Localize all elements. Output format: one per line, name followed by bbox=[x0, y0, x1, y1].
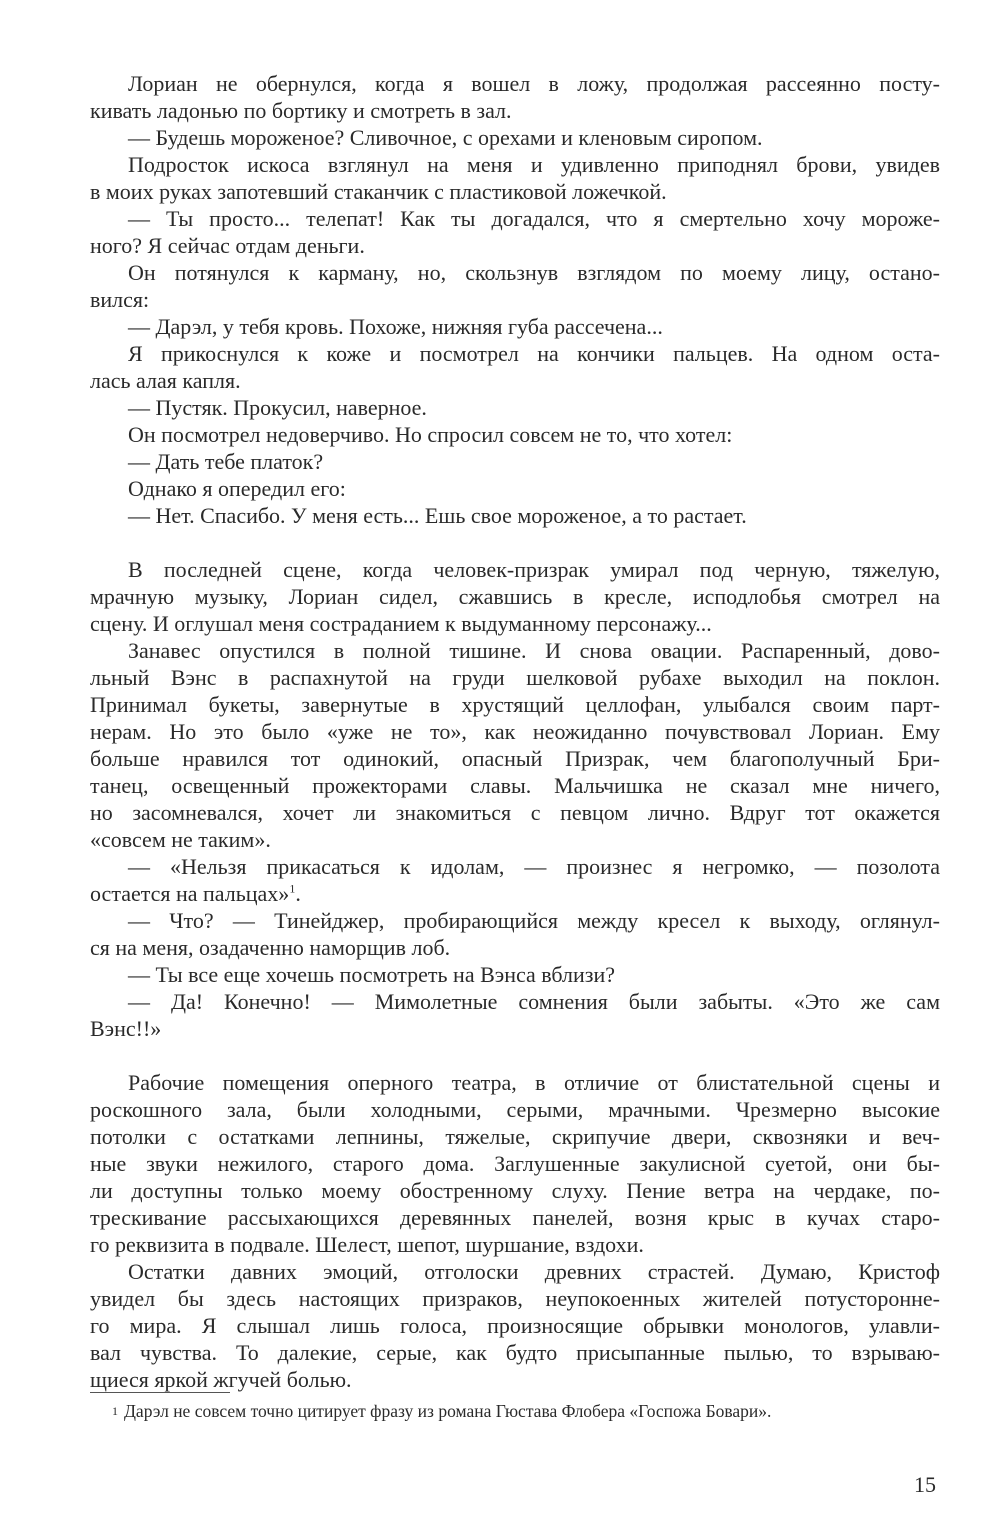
line-text: увидел бы здесь настоящих призраков, неупокоенных жителей потустороннe- bbox=[90, 1286, 940, 1311]
line-text: вился: bbox=[90, 287, 150, 312]
text-line bbox=[90, 691, 940, 718]
text-line bbox=[90, 1231, 940, 1258]
line-text: больше нравился тот одинокий, опасный Призрак, чем благополучный Бри- bbox=[90, 746, 940, 771]
line-text: трескивание рассыхающихся деревянных панелей, возня крыс в кучах старо- bbox=[90, 1205, 940, 1230]
line-text: Вэнс!!» bbox=[90, 1016, 162, 1041]
line-text: льный Вэнс в распахнутой на груди шелковой рубахе выходил на поклон. bbox=[90, 665, 940, 690]
line-text: лась алая капля. bbox=[90, 368, 241, 393]
text-line bbox=[90, 826, 940, 853]
text-line bbox=[90, 421, 940, 448]
text-line bbox=[90, 772, 940, 799]
line-text: — Да! Конечно! — Мимолетные сомнения были забыты. «Это же сам bbox=[128, 989, 940, 1014]
text-line bbox=[90, 151, 940, 178]
text-line bbox=[90, 448, 940, 475]
text-line bbox=[90, 880, 940, 907]
page-number: 15 bbox=[914, 1472, 936, 1497]
text-line bbox=[90, 259, 940, 286]
line-text: — Дарэл, у тебя кровь. Похоже, нижняя губа рассечена... bbox=[128, 314, 663, 339]
line-text: Лориан не обернулся, когда я вошел в ложу, продолжая рассеянно посту- bbox=[128, 71, 940, 96]
text-line bbox=[90, 1312, 940, 1339]
line-text: Принимал букеты, завернутые в хрустящий целлофан, улыбался своим парт- bbox=[90, 692, 940, 717]
text-line bbox=[90, 988, 940, 1015]
text-line bbox=[90, 583, 940, 610]
line-text: — Нет. Спасибо. У меня есть... Ешь свое мороженое, а то растает. bbox=[128, 503, 747, 528]
text-line bbox=[90, 313, 940, 340]
text-line bbox=[90, 1204, 940, 1231]
line-text: — Что? — Тинейджер, пробирающийся между кресел к выходу, оглянул- bbox=[128, 908, 940, 933]
line-text: ли доступны только моему обостренному слуху. Пение ветра на чердаке, по- bbox=[90, 1178, 940, 1203]
line-text: «совсем не таким». bbox=[90, 827, 271, 852]
text-line bbox=[90, 70, 940, 97]
line-text: — Пустяк. Прокусил, наверное. bbox=[128, 395, 427, 420]
line-text: В последней сцене, когда человек-призрак умирал под черную, тяжелую, bbox=[128, 557, 940, 582]
line-text: Подросток искоса взглянул на меня и удивленно приподнял брови, увидев bbox=[128, 152, 940, 177]
section-break bbox=[90, 1042, 940, 1069]
text-line bbox=[90, 205, 940, 232]
text-line bbox=[90, 394, 940, 421]
line-text: — Ты все еще хочешь посмотреть на Вэнса вблизи? bbox=[128, 962, 616, 987]
line-text: кивать ладонью по бортику и смотреть в зал. bbox=[90, 98, 512, 123]
line-text: танец, освещенный прожекторами славы. Мальчишка не сказал мне ничего, bbox=[90, 773, 940, 798]
text-line bbox=[90, 367, 940, 394]
footnote-reference[interactable]: 1 bbox=[289, 881, 296, 896]
line-text: — Ты просто... телепат! Как ты догадался, что я смертельно хочу мороже- bbox=[128, 206, 940, 231]
line-text: — Будешь мороженое? Сливочное, с орехами и кленовым сиропом. bbox=[128, 125, 763, 150]
text-line bbox=[90, 1258, 940, 1285]
line-text: вал чувства. То далекие, серые, как будто присыпанные пылью, то взрываю- bbox=[90, 1340, 940, 1365]
footnote-mark: 1 bbox=[112, 1404, 118, 1418]
line-text: го мира. Я слышал лишь голоса, произносящие обрывки монологов, улавли- bbox=[90, 1313, 940, 1338]
line-text: Я прикоснулся к коже и посмотрел на кончики пальцев. На одном оста- bbox=[128, 341, 940, 366]
text-line bbox=[90, 502, 940, 529]
line-text: — «Нельзя прикасаться к идолам, — произнес я негромко, — позолота bbox=[128, 854, 940, 879]
text-line bbox=[90, 1096, 940, 1123]
text-line bbox=[90, 178, 940, 205]
line-text: остается на пальцах» bbox=[90, 881, 290, 906]
line-text: Остатки давних эмоций, отголоски древних страстей. Думаю, Кристоф bbox=[128, 1259, 940, 1284]
line-text: роскошного зала, были холодными, серыми, мрачными. Чрезмерно высокие bbox=[90, 1097, 940, 1122]
text-line bbox=[90, 340, 940, 367]
text-line bbox=[90, 97, 940, 124]
line-text: Он потянулся к карману, но, скользнув взглядом по моему лицу, остано- bbox=[128, 260, 940, 285]
line-text-tail: . bbox=[295, 881, 301, 906]
text-line bbox=[90, 1285, 940, 1312]
text-line bbox=[90, 1015, 940, 1042]
text-line bbox=[90, 1069, 940, 1096]
text-line bbox=[90, 1150, 940, 1177]
line-text: сцену. И оглушал меня состраданием к выдуманному персонажу... bbox=[90, 611, 712, 636]
text-line bbox=[90, 475, 940, 502]
text-line bbox=[90, 745, 940, 772]
line-text: Занавес опустился в полной тишине. И снова овации. Распаренный, дово- bbox=[128, 638, 940, 663]
text-line bbox=[90, 718, 940, 745]
line-text: Рабочие помещения оперного театра, в отличие от блистательной сцены и bbox=[128, 1070, 940, 1095]
text-line bbox=[90, 124, 940, 151]
line-text: ся на меня, озадаченно наморщив лоб. bbox=[90, 935, 451, 960]
section-break bbox=[90, 529, 940, 556]
text-line bbox=[90, 1339, 940, 1366]
text-line bbox=[90, 907, 940, 934]
text-line bbox=[90, 664, 940, 691]
line-text: го реквизита в подвале. Шелест, шепот, шуршание, вздохи. bbox=[90, 1232, 644, 1257]
text-line bbox=[90, 853, 940, 880]
line-text: мрачную музыку, Лориан сидел, сжавшись в кресле, исподлобья смотрел на bbox=[90, 584, 940, 609]
text-line bbox=[90, 232, 940, 259]
text-line bbox=[90, 1177, 940, 1204]
line-text: нерам. Но это было «уже не то», как неожиданно почувствовал Лориан. Ему bbox=[90, 719, 940, 744]
line-text: щиеся яркой жгучей болью. bbox=[90, 1367, 352, 1392]
text-line bbox=[90, 286, 940, 313]
line-text: — Дать тебе платок? bbox=[128, 449, 324, 474]
text-line bbox=[90, 1123, 940, 1150]
line-text: в моих руках запотевший стаканчик с пластиковой ложечкой. bbox=[90, 179, 667, 204]
footnote bbox=[112, 1400, 942, 1422]
text-line bbox=[90, 637, 940, 664]
text-line bbox=[90, 961, 940, 988]
line-text: Он посмотрел недоверчиво. Но спросил совсем не то, что хотел: bbox=[128, 422, 733, 447]
text-line bbox=[90, 556, 940, 583]
text-line bbox=[90, 799, 940, 826]
footnote-text: Дарэл не совсем точно цитирует фразу из романа Гюстава Флобера «Госпожа Бовари». bbox=[124, 1401, 772, 1421]
text-line bbox=[90, 610, 940, 637]
line-text: но засомневался, хочет ли знакомиться с певцом лично. Вдруг тот окажется bbox=[90, 800, 940, 825]
body-text bbox=[90, 70, 940, 1393]
footnote-divider bbox=[90, 1392, 230, 1393]
text-line bbox=[90, 1366, 940, 1393]
text-line bbox=[90, 934, 940, 961]
line-text: ные звуки нежилого, старого дома. Заглушенные закулисной суетой, они бы- bbox=[90, 1151, 940, 1176]
line-text: потолки с остатками лепнины, тяжелые, скрипучие двери, сквозняки и веч- bbox=[90, 1124, 940, 1149]
line-text: Однако я опередил его: bbox=[128, 476, 346, 501]
line-text: ного? Я сейчас отдам деньги. bbox=[90, 233, 365, 258]
